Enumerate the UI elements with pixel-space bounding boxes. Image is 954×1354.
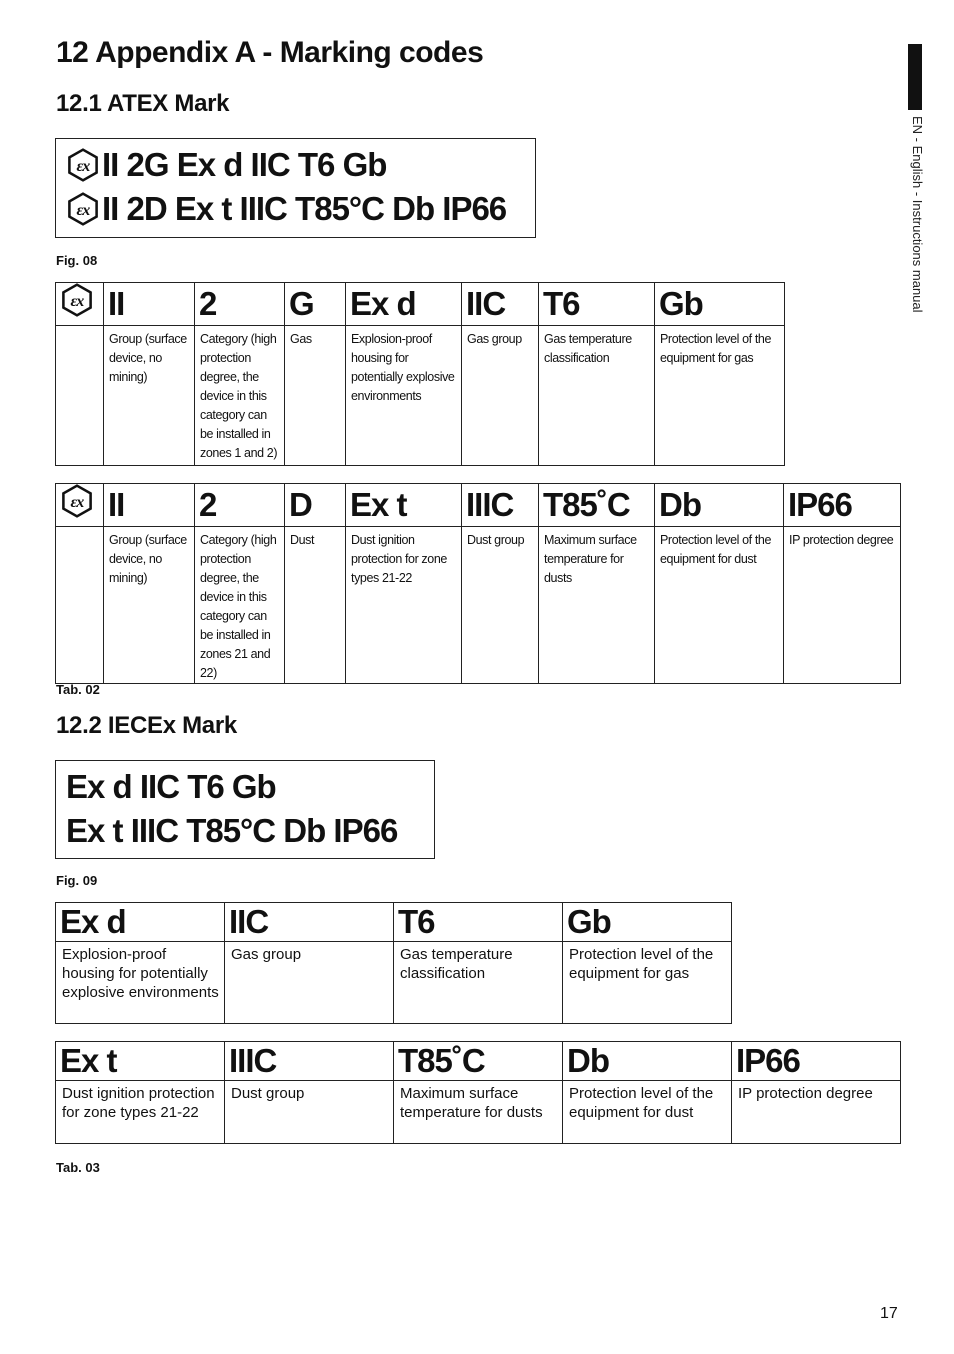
table-cell: Dust (285, 527, 346, 684)
table-cell: Gas temperature classification (539, 326, 655, 466)
iecex-mark-line-gas: Ex d IIC T6 Gb (66, 768, 276, 805)
table-cell: Dust ignition protection for zone types 21-22 (346, 527, 462, 684)
ex-hexagon-icon (66, 148, 100, 182)
table-cell: Protection level of the equipment for dust (655, 527, 784, 684)
table-cell: Maximum surface temperature for dusts (394, 1081, 563, 1144)
table-cell: Group (surface device, no mining) (104, 527, 195, 684)
atex-mark-line-dust (66, 187, 535, 231)
side-label: EN - English - Instructions manual (910, 116, 925, 313)
ex-hexagon-icon (66, 192, 100, 226)
atex-mark-box (55, 138, 536, 238)
table-cell: IP protection degree (784, 527, 901, 684)
atex-mark-text-gas: II 2G Ex d IIC T6 Gb (102, 146, 387, 183)
table-header-row (56, 283, 785, 326)
table-cell: Maximum surface temperature for dusts (539, 527, 655, 684)
iecex-table-caption: Tab. 03 (56, 1160, 100, 1175)
table-header-cell: IIIC (225, 1042, 394, 1081)
iecex-mark-box (55, 760, 435, 859)
table-header-cell: T85˚C (539, 484, 655, 527)
table-header-cell: D (285, 484, 346, 527)
table-cell: Gas (285, 326, 346, 466)
table-header-row (56, 903, 732, 942)
table-cell (56, 527, 104, 684)
table-cell: Dust group (462, 527, 539, 684)
table-cell: Category (high protection degree, the device in this category can be installed in zones 21 and 22) (195, 527, 285, 684)
table-row (56, 527, 901, 684)
table-header-cell: IIC (462, 283, 539, 326)
table-header-cell: IP66 (784, 484, 901, 527)
table-cell: Gas group (225, 942, 394, 1024)
table-cell: Protection level of the equipment for gas (655, 326, 785, 466)
table-header-cell: 2 (195, 283, 285, 326)
iecex-gas-table (55, 902, 732, 1024)
table-cell: IP protection degree (732, 1081, 901, 1144)
page-title: 12 Appendix A - Marking codes (56, 36, 484, 69)
table-cell: Protection level of the equipment for gas (563, 942, 732, 1024)
table-cell: Dust ignition protection for zone types 21-22 (56, 1081, 225, 1144)
table-row (56, 942, 732, 1024)
table-cell: Protection level of the equipment for dust (563, 1081, 732, 1144)
table-row (56, 326, 785, 466)
table-header-cell (56, 283, 104, 326)
table-header-cell: Gb (655, 283, 785, 326)
table-header-cell: II (104, 484, 195, 527)
ex-hexagon-icon (60, 484, 94, 518)
iecex-heading: 12.2 IECEx Mark (56, 712, 237, 739)
table-cell (56, 326, 104, 466)
atex-dust-table (55, 483, 901, 684)
table-header-cell: G (285, 283, 346, 326)
table-header-cell: Gb (563, 903, 732, 942)
table-header-cell: Ex d (346, 283, 462, 326)
table-cell: Group (surface device, no mining) (104, 326, 195, 466)
table-header-cell (56, 484, 104, 527)
atex-mark-line-gas (66, 143, 535, 187)
table-header-cell: T85˚C (394, 1042, 563, 1081)
table-cell: Explosion-proof housing for potentially explosive environments (56, 942, 225, 1024)
iecex-mark-line-dust: Ex t IIIC T85°C Db IP66 (66, 812, 398, 849)
table-cell: Gas temperature classification (394, 942, 563, 1024)
iecex-figure-caption: Fig. 09 (56, 873, 98, 888)
section-tab-marker (908, 44, 922, 110)
table-header-cell: Db (563, 1042, 732, 1081)
page-number: 17 (880, 1305, 898, 1322)
atex-table-caption: Tab. 02 (56, 682, 100, 697)
table-header-row (56, 484, 901, 527)
atex-mark-text-dust: II 2D Ex t IIIC T85°C Db IP66 (102, 190, 507, 227)
table-header-cell: Ex d (56, 903, 225, 942)
table-header-cell: 2 (195, 484, 285, 527)
table-cell: Gas group (462, 326, 539, 466)
atex-gas-table (55, 282, 785, 466)
table-cell: Category (high protection degree, the device in this category can be installed in zones 1 and 2) (195, 326, 285, 466)
atex-figure-caption: Fig. 08 (56, 253, 98, 268)
iecex-dust-table (55, 1041, 901, 1144)
ex-hexagon-icon (60, 283, 94, 317)
table-header-cell: T6 (394, 903, 563, 942)
table-header-cell: IP66 (732, 1042, 901, 1081)
table-header-cell: Ex t (346, 484, 462, 527)
table-header-cell: T6 (539, 283, 655, 326)
table-row (56, 1081, 901, 1144)
table-header-cell: Ex t (56, 1042, 225, 1081)
table-header-cell: Db (655, 484, 784, 527)
table-header-cell: IIC (225, 903, 394, 942)
table-cell: Explosion-proof housing for potentially explosive environments (346, 326, 462, 466)
atex-heading: 12.1 ATEX Mark (56, 90, 230, 117)
table-header-row (56, 1042, 901, 1081)
table-header-cell: IIIC (462, 484, 539, 527)
table-cell: Dust group (225, 1081, 394, 1144)
table-header-cell: II (104, 283, 195, 326)
